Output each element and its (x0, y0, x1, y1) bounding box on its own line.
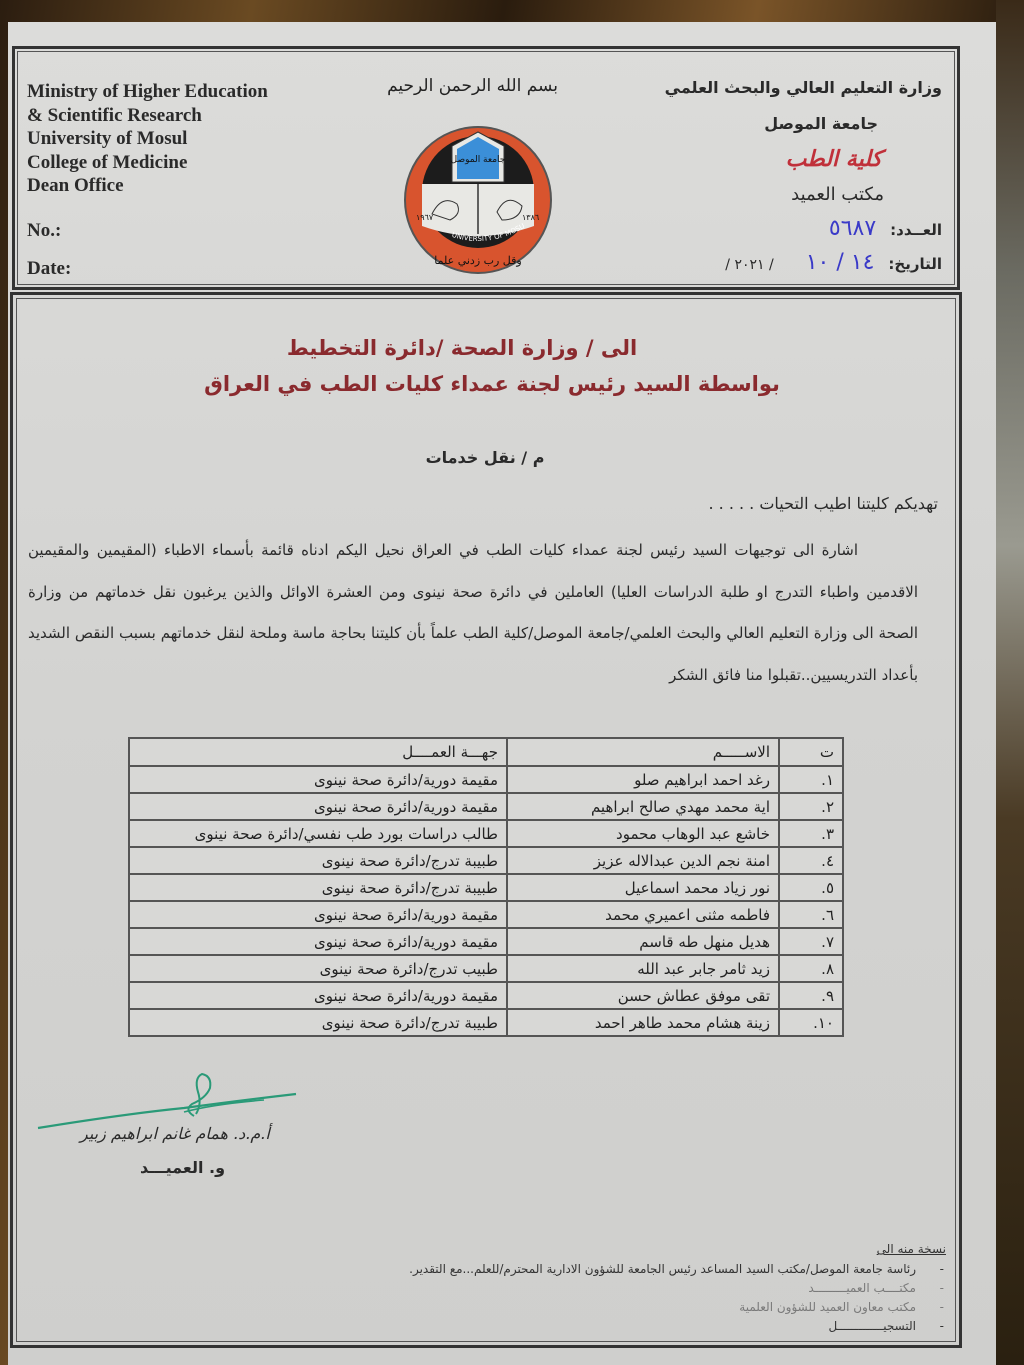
row-index: ٩. (779, 982, 843, 1009)
letterhead-line: & Scientific Research (27, 104, 202, 126)
row-index: ١. (779, 766, 843, 793)
cc-heading: نسخة منه الى (876, 1242, 946, 1256)
cc-item (409, 1317, 944, 1336)
ministry-ar: وزارة التعليم العالي والبحث العلمي (664, 78, 942, 97)
row-index: ٨. (779, 955, 843, 982)
table-row (129, 847, 843, 874)
table-row (129, 928, 843, 955)
row-name: خاشع عبد الوهاب محمود (507, 820, 779, 847)
table-row (129, 901, 843, 928)
subject-line: م / نقل خدمات (425, 448, 545, 467)
cc-item-text: مكتب معاون العميد للشؤون العلمية (739, 1300, 916, 1314)
row-workplace: طبيبة تدرج/دائرة صحة نينوى (129, 847, 507, 874)
row-index: ٦. (779, 901, 843, 928)
office-ar: مكتب العميد (791, 184, 884, 205)
cc-item (409, 1260, 944, 1279)
row-index: ٧. (779, 928, 843, 955)
signatory-title: و. العميـــد (140, 1158, 226, 1177)
body-paragraph: اشارة الى توجيهات السيد رئيس لجنة عمداء كليات الطب في العراق نحيل اليكم ادناه قائمة بأسماء الاطباء (المقيمين والمقيمين الاقدمين واطباء التدرج او طلبة الدراسات العليا) العاملين في دائرة صحة نينوى ومن العشرة الاوائل والذين يرغبون نقل خدماتهم من وزارة الصحة الى وزارة التعليم العالي والبحث العلمي/جامعة الموصل/كلية الطب علماً بأن كليتنا بحاجة ماسة وملحة لنقل خدماتهم بسبب النقص الشديد بأعداد التدريسيين..تقبلوا منا فائق الشكر (28, 541, 918, 684)
date-label-en: Date: (27, 258, 72, 279)
cc-item (409, 1298, 944, 1317)
row-index: ٤. (779, 847, 843, 874)
row-name: هديل منهل طه قاسم (507, 928, 779, 955)
logo-ring-text-ar: وقل رب زدني علما (434, 254, 522, 267)
table-row (129, 955, 843, 982)
english-letterhead (27, 80, 268, 198)
row-name: رغد احمد ابراهيم صلو (507, 766, 779, 793)
table-row (129, 1009, 843, 1036)
letterhead-line: University of Mosul (27, 128, 188, 149)
greeting: تهديكم كليتنا اطيب التحيات . . . . . (708, 494, 938, 513)
row-index: ٣. (779, 820, 843, 847)
row-workplace: مقيمة دورية/دائرة صحة نينوى (129, 793, 507, 820)
row-workplace: طبيبة تدرج/دائرة صحة نينوى (129, 1009, 507, 1036)
cc-item-text: مكتــــب العميـــــــــد (808, 1281, 916, 1295)
letterhead-line: Dean Office (27, 175, 124, 196)
row-name: اية محمد مهدي صالح ابراهيم (507, 793, 779, 820)
basmala: بسم الله الرحمن الرحيم (387, 76, 558, 96)
number-value-handwritten: ٥٦٨٧ (828, 216, 877, 241)
row-workplace: مقيمة دورية/دائرة صحة نينوى (129, 901, 507, 928)
table-row (129, 874, 843, 901)
date-year-printed: / ٢٠٢١ / (725, 257, 774, 273)
letterhead-line: College of Medicine (27, 151, 188, 173)
bullet-dash-icon: - (939, 1281, 944, 1295)
background-surface (996, 0, 1024, 1365)
row-workplace: مقيمة دورية/دائرة صحة نينوى (129, 982, 507, 1009)
row-workplace: طبيب تدرج/دائرة صحة نينوى (129, 955, 507, 982)
row-workplace: طبيبة تدرج/دائرة صحة نينوى (129, 874, 507, 901)
university-logo (402, 124, 554, 274)
college-ar: كلية الطب (785, 146, 882, 172)
names-table (128, 737, 844, 1037)
logo-year-left: ١٩٦٧ (416, 213, 434, 222)
row-index: ٢. (779, 793, 843, 820)
row-name: نور زياد محمد اسماعيل (507, 874, 779, 901)
row-name: زيد ثامر جابر عبد الله (507, 955, 779, 982)
cc-list (409, 1260, 944, 1336)
row-name: زينة هشام محمد طاهر احمد (507, 1009, 779, 1036)
date-field-ar (725, 250, 942, 275)
table-row (129, 982, 843, 1009)
date-value-handwritten: ١٤ / ١٠ (805, 250, 875, 275)
row-name: فاطمه مثنى اعميري محمد (507, 901, 779, 928)
logo-year-right: ١٣٨٦ (522, 213, 540, 222)
date-label-ar: التاريخ: (888, 255, 942, 273)
row-index: ١٠. (779, 1009, 843, 1036)
header-index: ت (779, 738, 843, 766)
row-workplace: مقيمة دورية/دائرة صحة نينوى (129, 766, 507, 793)
row-workplace: مقيمة دورية/دائرة صحة نينوى (129, 928, 507, 955)
row-workplace: طالب دراسات بورد طب نفسي/دائرة صحة نينوى (129, 820, 507, 847)
table-row (129, 766, 843, 793)
header-workplace: جهـــة العمــــل (129, 738, 507, 766)
number-field-ar (829, 216, 942, 241)
bullet-dash-icon: - (939, 1262, 944, 1276)
table-header-row (129, 738, 843, 766)
letterhead-line: Ministry of Higher Education (27, 81, 268, 102)
row-name: امنة نجم الدين عبدالاله عزيز (507, 847, 779, 874)
number-label-ar: العــدد: (890, 221, 942, 239)
row-name: تقى موفق عطاش حسن (507, 982, 779, 1009)
addressee-line-2: بواسطة السيد رئيس لجنة عمداء كليات الطب في العراق (204, 372, 780, 396)
university-ar: جامعة الموصل (764, 114, 878, 133)
table-row (129, 820, 843, 847)
row-index: ٥. (779, 874, 843, 901)
cc-item-text: التسجيـــــــــــــل (828, 1319, 916, 1333)
cc-item-text: رئاسة جامعة الموصل/مكتب السيد المساعد رئيس الجامعة للشؤون الادارية المحترم/للعلم...مع التقدير. (409, 1262, 916, 1276)
bullet-dash-icon: - (939, 1319, 944, 1333)
number-label-en: No.: (27, 220, 62, 241)
logo-ring-text-en: UNIVERSITY OF MOSU (450, 222, 527, 244)
cc-item (409, 1279, 944, 1298)
addressee-line-1: الى / وزارة الصحة /دائرة التخطيط (286, 336, 638, 360)
signatory-name: أ.م.د. همام غانم ابراهيم زبير (80, 1124, 270, 1143)
bullet-dash-icon: - (939, 1300, 944, 1314)
logo-inner-text: جامعة الموصل (450, 155, 506, 165)
header-name: الاســـــم (507, 738, 779, 766)
table-row (129, 793, 843, 820)
